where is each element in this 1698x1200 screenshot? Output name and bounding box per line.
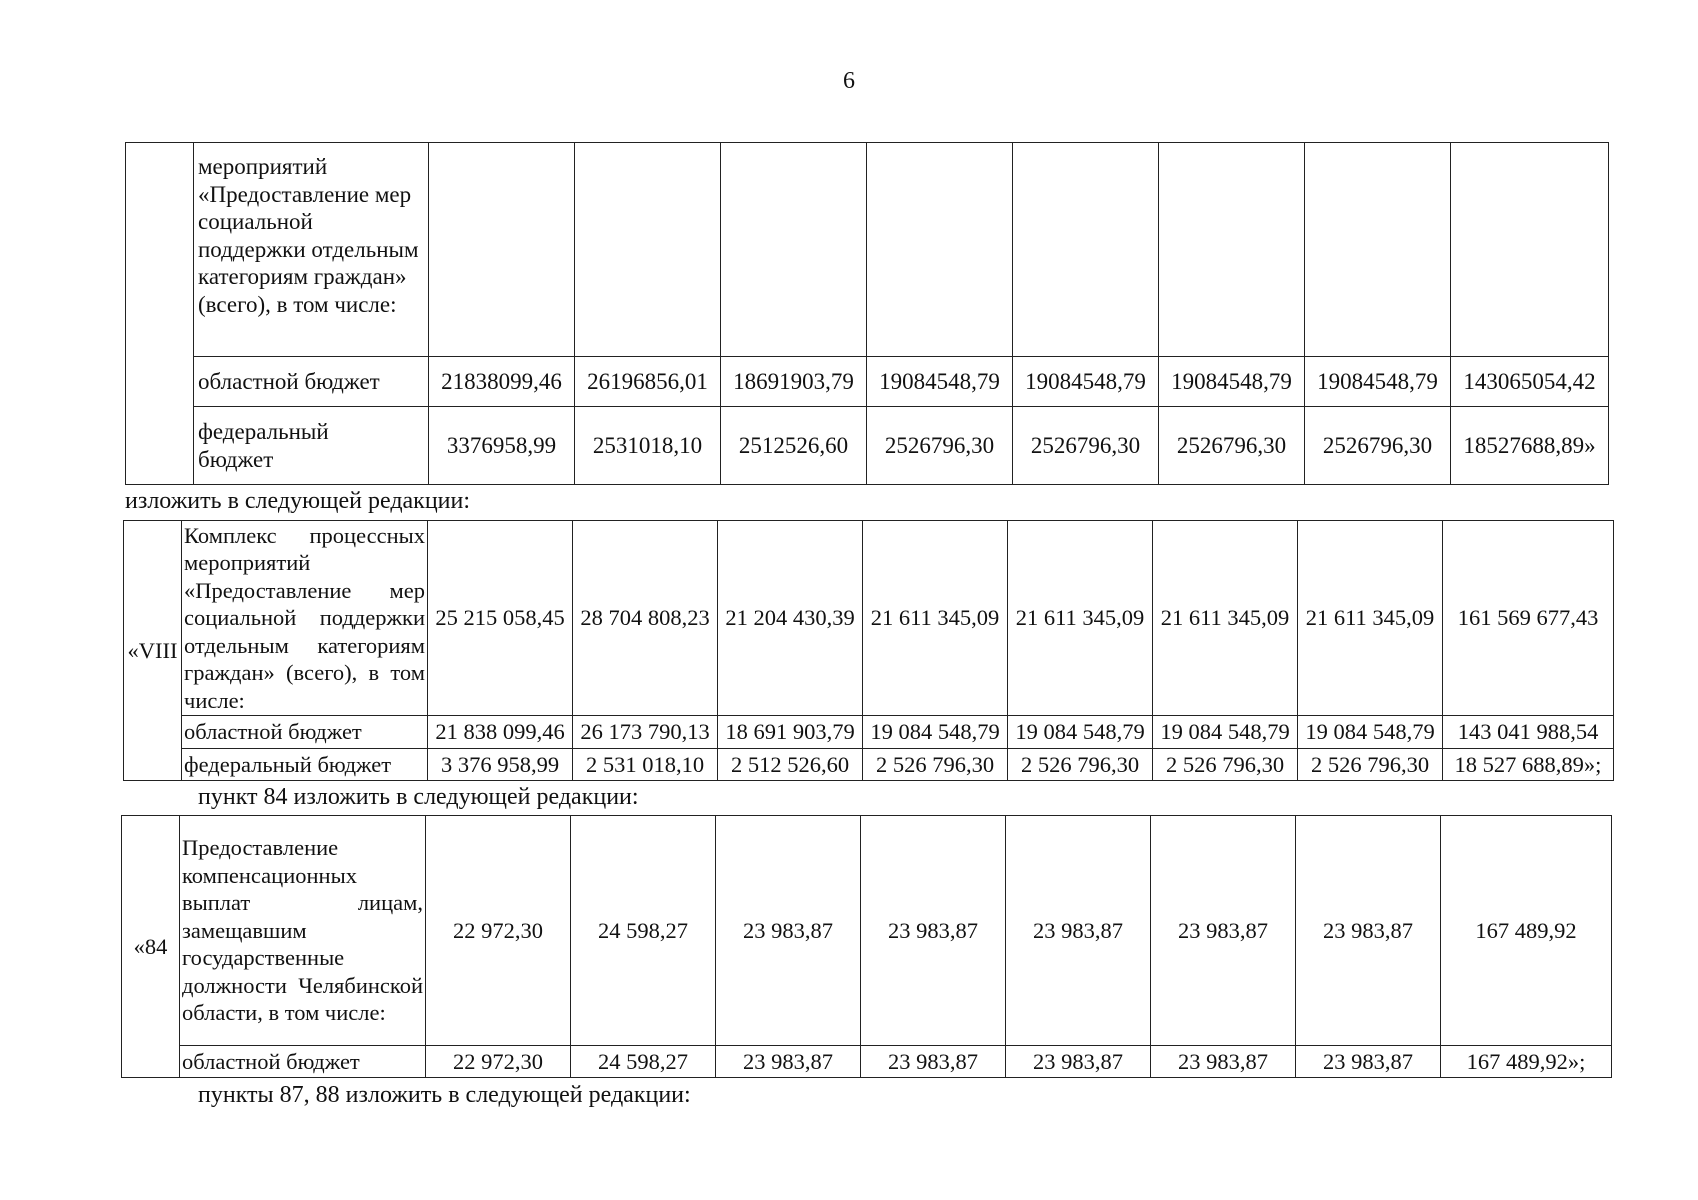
value-cell: 23 983,87 [1151, 1046, 1296, 1078]
value-cell [1013, 143, 1159, 357]
table-row [124, 749, 1614, 781]
row-label-text: федеральный бюджет [198, 419, 329, 472]
value-cell: 23 983,87 [1006, 1046, 1151, 1078]
value-cell: 28 704 808,23 [573, 521, 718, 716]
value-cell: 23 983,87 [1296, 1046, 1441, 1078]
value-cell: 21 204 430,39 [718, 521, 863, 716]
value-cell [1305, 143, 1451, 357]
value-cell: 25 215 058,45 [428, 521, 573, 716]
row-label: областной бюджет [180, 1046, 426, 1078]
value-cell: 23 983,87 [1296, 816, 1441, 1046]
value-cell: 19 084 548,79 [1298, 716, 1443, 749]
value-cell: 2526796,30 [1305, 407, 1451, 485]
value-cell: 3376958,99 [429, 407, 575, 485]
value-cell: 26196856,01 [575, 357, 721, 407]
value-cell [1159, 143, 1305, 357]
value-cell: 21 611 345,09 [863, 521, 1008, 716]
row-number: «VIII [124, 521, 182, 781]
row-label: областной бюджет [194, 357, 429, 407]
value-cell: 2 526 796,30 [863, 749, 1008, 781]
budget-table-old [125, 142, 1609, 485]
instruction-paragraph: изложить в следующей редакции: [125, 488, 471, 514]
value-cell: 2512526,60 [721, 407, 867, 485]
value-cell: 23 983,87 [716, 1046, 861, 1078]
value-cell [1451, 143, 1609, 357]
table-row [126, 407, 1609, 485]
value-cell: 2526796,30 [1159, 407, 1305, 485]
value-cell [575, 143, 721, 357]
value-cell: 3 376 958,99 [428, 749, 573, 781]
value-cell: 2 526 796,30 [1153, 749, 1298, 781]
value-cell: 21838099,46 [429, 357, 575, 407]
value-cell: 19084548,79 [1159, 357, 1305, 407]
value-cell: 21 611 345,09 [1008, 521, 1153, 716]
value-cell: 23 983,87 [1006, 816, 1151, 1046]
value-cell: 23 983,87 [1151, 816, 1296, 1046]
value-cell: 21 611 345,09 [1153, 521, 1298, 716]
row-label: областной бюджет [182, 716, 428, 749]
value-cell: 19 084 548,79 [1153, 716, 1298, 749]
table-row [124, 716, 1614, 749]
row-description: мероприятий «Предоставление мер социальной поддержки отдельным категориям граждан» (всего), в том числе: [194, 143, 429, 357]
row-label: федеральный бюджет [182, 749, 428, 781]
value-cell: 18 527 688,89»; [1443, 749, 1614, 781]
value-cell: 24 598,27 [571, 816, 716, 1046]
value-cell: 23 983,87 [861, 816, 1006, 1046]
value-cell: 19 084 548,79 [1008, 716, 1153, 749]
value-cell: 23 983,87 [861, 1046, 1006, 1078]
value-cell: 2 531 018,10 [573, 749, 718, 781]
value-cell: 23 983,87 [716, 816, 861, 1046]
value-cell: 2531018,10 [575, 407, 721, 485]
table-row [124, 521, 1614, 716]
table-row [122, 816, 1612, 1046]
value-cell: 21 611 345,09 [1298, 521, 1443, 716]
value-cell: 2 512 526,60 [718, 749, 863, 781]
table-row [122, 1046, 1612, 1078]
value-cell: 143065054,42 [1451, 357, 1609, 407]
value-cell: 19084548,79 [867, 357, 1013, 407]
instruction-paragraph: пункт 84 изложить в следующей редакции: [198, 784, 639, 810]
value-cell: 143 041 988,54 [1443, 716, 1614, 749]
table-row [126, 143, 1609, 357]
instruction-paragraph: пункты 87, 88 изложить в следующей редакции: [198, 1082, 691, 1108]
value-cell: 167 489,92 [1441, 816, 1612, 1046]
value-cell [721, 143, 867, 357]
value-cell: 2 526 796,30 [1008, 749, 1153, 781]
value-cell: 26 173 790,13 [573, 716, 718, 749]
value-cell: 19084548,79 [1305, 357, 1451, 407]
value-cell [867, 143, 1013, 357]
row-description: Предоставление компенсационных выплат лицам, замещавшим государственные должности Челябинской области, в том числе: [180, 816, 426, 1046]
value-cell: 18527688,89» [1451, 407, 1609, 485]
table-row [126, 357, 1609, 407]
row-label [194, 407, 429, 485]
value-cell: 18 691 903,79 [718, 716, 863, 749]
row-number: «84 [122, 816, 180, 1078]
value-cell: 22 972,30 [426, 1046, 571, 1078]
budget-table-84 [121, 815, 1612, 1078]
value-cell: 161 569 677,43 [1443, 521, 1614, 716]
value-cell: 18691903,79 [721, 357, 867, 407]
row-description: Комплекс процессных мероприятий «Предоставление мер социальной поддержки отдельным категориям граждан» (всего), в том числе: [182, 521, 428, 716]
value-cell: 19084548,79 [1013, 357, 1159, 407]
value-cell [429, 143, 575, 357]
value-cell: 2526796,30 [1013, 407, 1159, 485]
budget-table-viii [123, 520, 1614, 781]
value-cell: 2 526 796,30 [1298, 749, 1443, 781]
value-cell: 22 972,30 [426, 816, 571, 1046]
value-cell: 167 489,92»; [1441, 1046, 1612, 1078]
value-cell: 19 084 548,79 [863, 716, 1008, 749]
value-cell: 21 838 099,46 [428, 716, 573, 749]
value-cell: 2526796,30 [867, 407, 1013, 485]
row-number-cell [126, 143, 194, 485]
value-cell: 24 598,27 [571, 1046, 716, 1078]
page-number: 6 [843, 68, 855, 94]
